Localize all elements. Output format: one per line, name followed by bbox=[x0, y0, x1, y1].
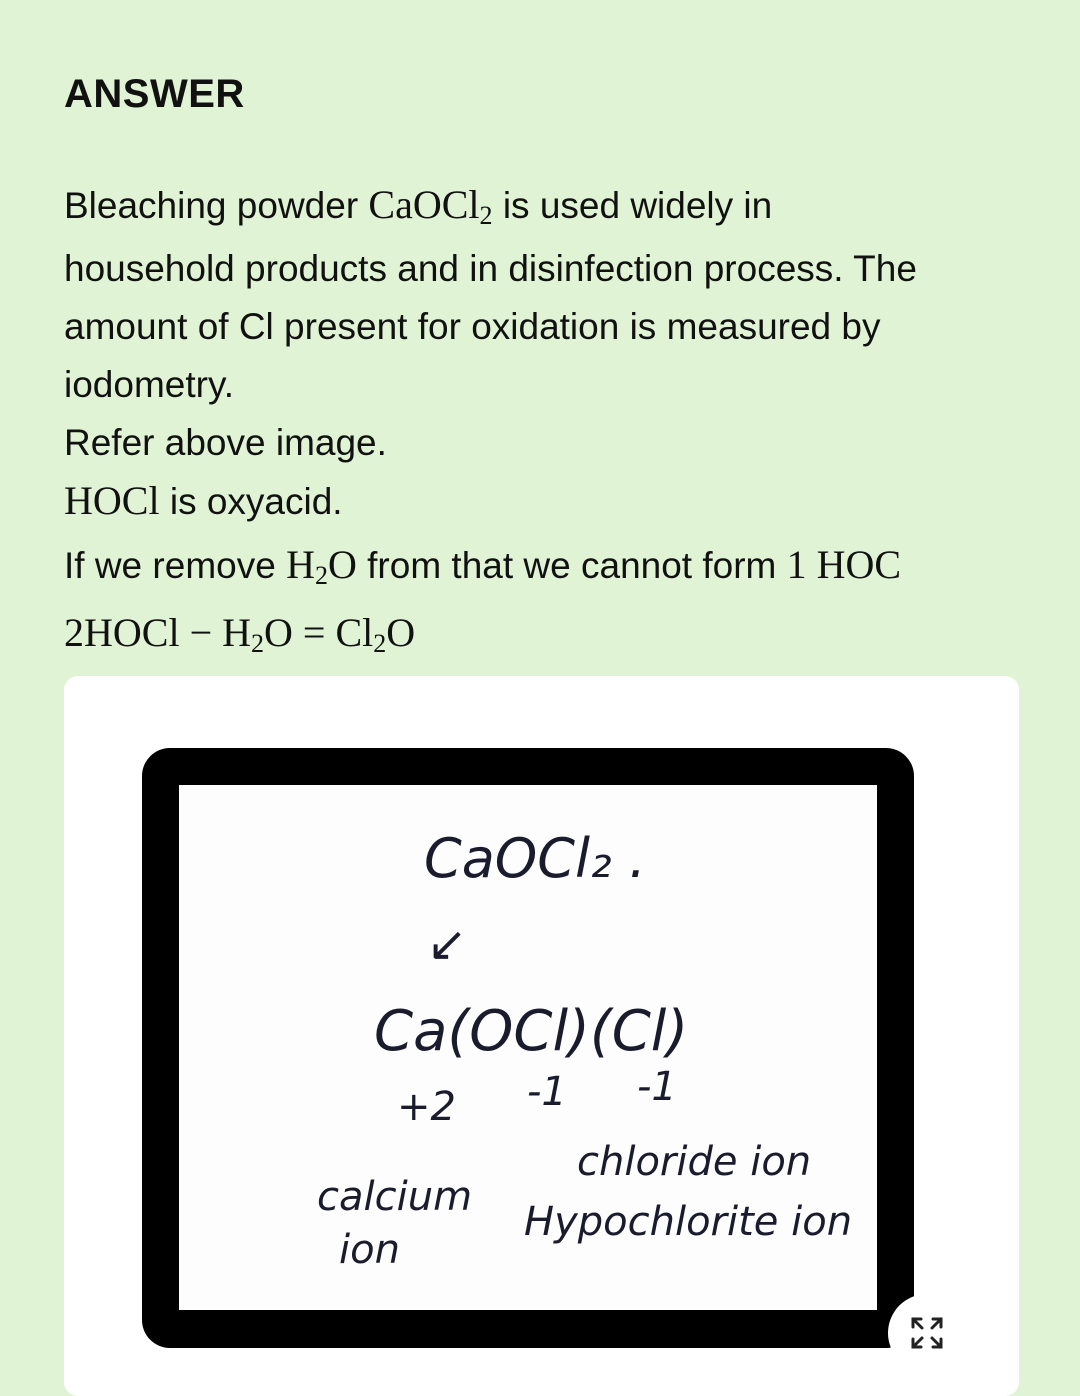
answer-line-2: household products and in disinfection process. The bbox=[64, 248, 917, 289]
hw-ion-label: ion bbox=[339, 1227, 400, 1273]
answer-line-3: amount of Cl present for oxidation is measured by bbox=[64, 306, 881, 347]
answer-heading: ANSWER bbox=[64, 72, 245, 116]
answer-line-5: Refer above image. bbox=[64, 422, 387, 463]
formula-h2o: $H_2O$ bbox=[286, 542, 357, 590]
hw-arrow: ↙ bbox=[427, 916, 468, 972]
hw-chloride-label: chloride ion bbox=[577, 1139, 812, 1185]
handwritten-image[interactable] bbox=[179, 785, 877, 1310]
hw-charge-ocl: -1 bbox=[527, 1069, 567, 1115]
answer-text: If we remove bbox=[64, 545, 287, 586]
hw-hypochlorite-label: Hypochlorite ion bbox=[524, 1199, 853, 1245]
answer-text: from that we cannot form bbox=[356, 545, 787, 586]
answer-text: Bleaching powder bbox=[64, 185, 369, 226]
image-card bbox=[64, 676, 1019, 1396]
answer-line-1 bbox=[64, 176, 1024, 235]
answer-line-7 bbox=[64, 536, 1024, 595]
hw-caocl2: CaOCl₂ . bbox=[424, 827, 646, 890]
answer-text: is oxyacid. bbox=[159, 481, 343, 522]
equation: 2HOCl − $H_2O = Cl_2O$ bbox=[64, 610, 416, 658]
expand-icon bbox=[907, 1313, 947, 1353]
hw-calcium-label: calcium bbox=[317, 1174, 473, 1220]
formula-hocl: HOCl bbox=[64, 478, 160, 523]
formula-hoc: 1 HOC bbox=[786, 542, 902, 587]
hw-formula: Ca(OCl)(Cl) bbox=[374, 999, 689, 1064]
image-frame bbox=[142, 748, 914, 1348]
answer-line-4: iodometry. bbox=[64, 364, 234, 405]
formula-caocl2: CaOCl$_2$ bbox=[368, 182, 493, 230]
hw-charge-ca: +2 bbox=[397, 1084, 456, 1130]
expand-image-button[interactable] bbox=[888, 1294, 966, 1372]
answer-line-6 bbox=[64, 472, 1024, 531]
answer-text: is used widely in bbox=[492, 185, 773, 226]
handwritten-notes bbox=[179, 785, 877, 1310]
hw-charge-cl: -1 bbox=[637, 1064, 677, 1110]
